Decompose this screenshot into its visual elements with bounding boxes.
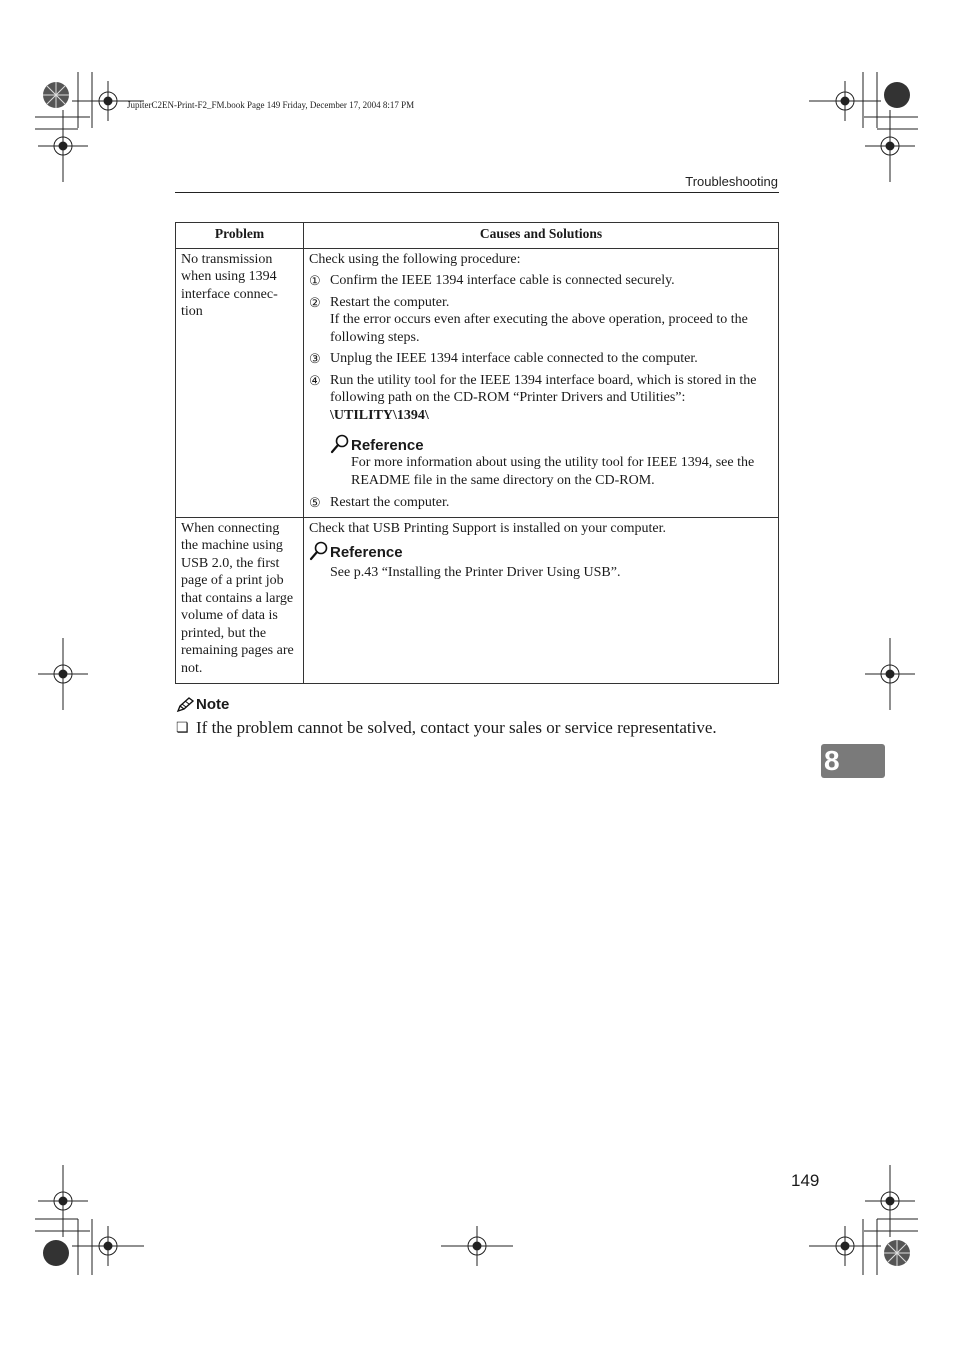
magnifier-icon bbox=[309, 541, 329, 561]
problem-text: When connecting the machine using USB 2.0, the first page of a print job that contains a large volume of data is printed, but the remaining pages are not. bbox=[181, 520, 294, 676]
step-number: ③ bbox=[309, 351, 321, 366]
reference-block bbox=[330, 434, 773, 489]
table-row bbox=[176, 248, 779, 517]
page-number: 149 bbox=[791, 1171, 820, 1190]
step-text: Unplug the IEEE 1394 interface cable connected to the computer. bbox=[330, 351, 698, 366]
pencil-icon bbox=[176, 697, 196, 713]
solution-cell bbox=[304, 517, 779, 684]
step-number: ④ bbox=[309, 372, 321, 388]
step-extra-text: If the error occurs even after executing the above operation, proceed to the following steps. bbox=[330, 312, 748, 345]
file-header: JupiterC2EN-Print-F2_FM.book Page 149 Friday, December 17, 2004 8:17 PM bbox=[127, 100, 415, 110]
step-number: ② bbox=[309, 294, 321, 310]
note-heading bbox=[176, 696, 229, 713]
solution-intro: Check that USB Printing Support is installed on your computer. bbox=[309, 520, 666, 536]
table-row bbox=[176, 517, 779, 684]
note-text: If the problem cannot be solved, contact your sales or service representative. bbox=[196, 718, 717, 737]
problem-cell bbox=[176, 517, 304, 684]
step-number: ① bbox=[309, 273, 321, 288]
step-item bbox=[309, 372, 773, 425]
solution-cell bbox=[304, 248, 779, 517]
reference-label: Reference bbox=[330, 543, 403, 561]
step-item bbox=[309, 494, 773, 512]
table-header-row bbox=[176, 223, 779, 249]
step-text: Confirm the IEEE 1394 interface cable is connected securely. bbox=[330, 273, 675, 288]
reference-text: For more information about using the utility tool for IEEE 1394, see the README file in the same directory on the CD-ROM. bbox=[351, 455, 755, 488]
problem-text: No transmission when using 1394 interface connec-tion bbox=[181, 251, 278, 319]
step-item bbox=[309, 350, 773, 368]
column-header-problem: Problem bbox=[176, 223, 304, 249]
problem-cell bbox=[176, 248, 304, 517]
step-text: Run the utility tool for the IEEE 1394 interface board, which is stored in the following path on the CD-ROM “Printer Drivers and Utilities”: bbox=[330, 372, 757, 405]
section-title: Troubleshooting bbox=[685, 174, 778, 189]
header-rule bbox=[175, 192, 779, 193]
chapter-tab: 8 bbox=[821, 744, 885, 778]
magnifier-icon bbox=[330, 434, 350, 454]
checkbox-icon: ❏ bbox=[176, 721, 189, 736]
note-item bbox=[176, 718, 717, 740]
step-number: ⑤ bbox=[309, 495, 321, 510]
step-item bbox=[309, 294, 773, 347]
utility-path: \UTILITY\1394\ bbox=[330, 407, 429, 423]
reference-label: Reference bbox=[351, 436, 424, 454]
reference-block bbox=[309, 541, 773, 582]
reference-text: See p.43 “Installing the Printer Driver Using USB”. bbox=[330, 565, 621, 580]
step-item bbox=[309, 272, 773, 290]
step-text: Restart the computer. bbox=[330, 495, 450, 510]
column-header-causes: Causes and Solutions bbox=[304, 223, 779, 249]
troubleshooting-table bbox=[175, 222, 779, 684]
step-text: Restart the computer. bbox=[330, 294, 450, 310]
note-label: Note bbox=[196, 696, 230, 713]
solution-intro: Check using the following procedure: bbox=[309, 251, 521, 267]
